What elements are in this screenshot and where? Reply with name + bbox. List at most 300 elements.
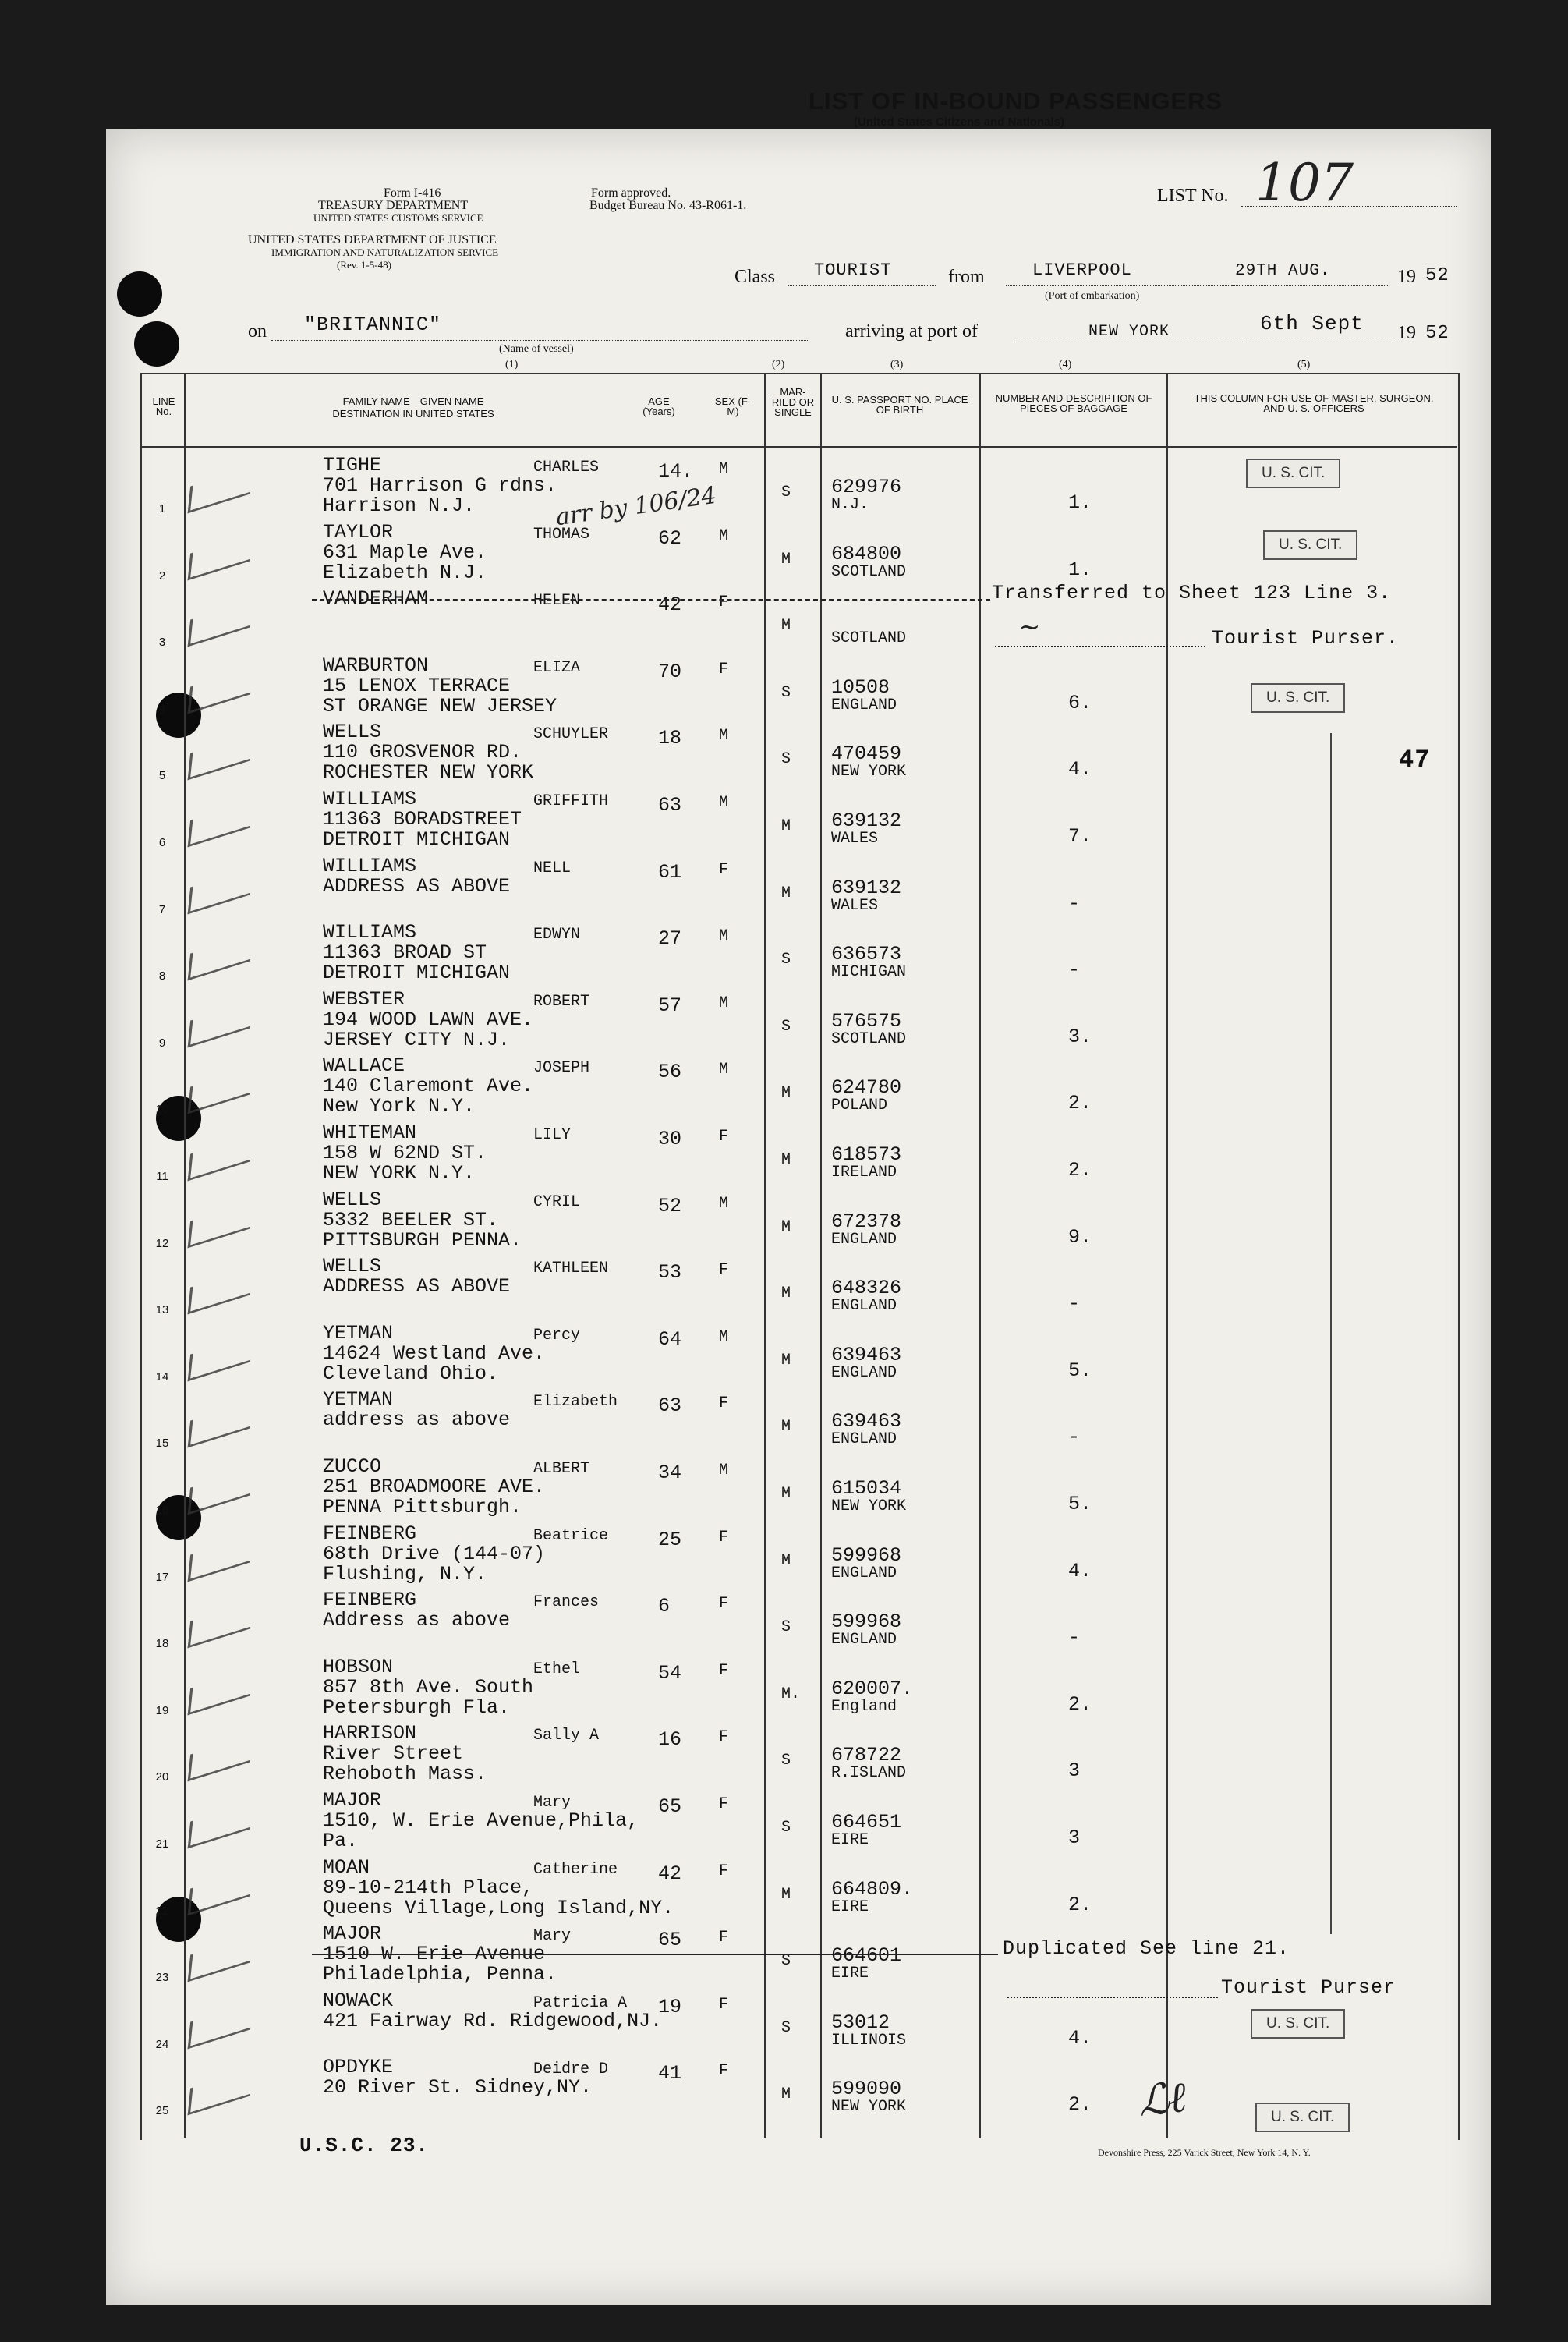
given-name: CHARLES <box>533 459 600 477</box>
footer-usc: U.S.C. 23. <box>299 2134 430 2157</box>
given-name: ALBERT <box>533 1460 590 1478</box>
family-name: WILLIAMS <box>323 921 417 944</box>
given-name: LILY <box>533 1126 572 1144</box>
check-mark <box>188 1201 253 1248</box>
check-mark <box>188 2069 253 2116</box>
address-line-1: address as above <box>323 1408 511 1432</box>
address-line-1: 140 Claremont Ave. <box>323 1075 534 1098</box>
given-name: JOSEPH <box>533 1059 590 1078</box>
marital-status: M <box>781 1351 791 1369</box>
vessel-name: "BRITANNIC" <box>304 314 442 336</box>
line-number: 11 <box>156 1170 168 1183</box>
passport-no: 639463 <box>831 1410 902 1433</box>
passport-no: 618573 <box>831 1143 902 1166</box>
from-year-prefix: 19 <box>1397 267 1416 287</box>
passport-no: 664601 <box>831 1944 902 1968</box>
address-line-1: 1510 W. Erie Avenue <box>323 1943 546 1966</box>
address-line-2: Petersburgh Fla. <box>323 1695 511 1719</box>
marital-status: M <box>781 550 791 569</box>
birthplace: England <box>831 1697 897 1716</box>
table-row <box>140 853 1457 919</box>
table-row <box>140 1855 1457 1921</box>
passport-no: 648326 <box>831 1277 902 1300</box>
revision: (Rev. 1-5-48) <box>337 259 391 271</box>
address-line-2: ROCHESTER NEW YORK <box>323 761 534 785</box>
sex: F <box>719 1661 729 1680</box>
form-title: LIST OF IN-BOUND PASSENGERS <box>809 87 1223 115</box>
address-line-1: 5332 BEELER ST. <box>323 1208 499 1231</box>
given-name: Beatrice <box>533 1526 609 1545</box>
address-line-2: Cleveland Ohio. <box>323 1362 499 1385</box>
vessel-line <box>271 340 808 341</box>
address-line-1: 194 WOOD LAWN AVE. <box>323 1008 534 1031</box>
from-label: from <box>948 267 985 287</box>
table-row <box>140 1720 1457 1787</box>
age: 14. <box>658 460 694 483</box>
baggage-count: 6. <box>1068 691 1092 714</box>
sex: M <box>719 1061 729 1079</box>
address-line-1: ADDRESS AS ABOVE <box>323 874 511 898</box>
address-line-1: 11363 BROAD ST <box>323 941 487 965</box>
col-num-3: (3) <box>890 359 904 370</box>
age: 62 <box>658 526 682 550</box>
table-row <box>140 1788 1457 1854</box>
duplicated-dots <box>1007 1997 1218 1998</box>
passport-no: 53012 <box>831 2011 890 2034</box>
birthplace: ILLINOIS <box>831 2031 907 2050</box>
sex: M <box>719 1194 729 1213</box>
age: 56 <box>658 1061 682 1084</box>
passport-no: 664809. <box>831 1877 914 1901</box>
check-mark <box>188 1668 253 1715</box>
sex: M <box>719 927 729 946</box>
margin-vertical-line <box>1330 733 1332 1934</box>
marital-status: S <box>781 484 791 501</box>
sex: F <box>719 593 729 612</box>
table-row <box>140 1187 1457 1253</box>
duplicated-note-2: Tourist Purser <box>1221 1976 1396 1999</box>
birthplace: ENGLAND <box>831 1230 897 1249</box>
baggage-count: - <box>1068 1292 1081 1316</box>
passport-no: 599968 <box>831 1610 902 1634</box>
sex: M <box>719 460 729 478</box>
marital-status: S <box>781 1017 791 1036</box>
sex: M <box>719 994 729 1012</box>
arrival-port: NEW YORK <box>1088 323 1170 341</box>
check-mark <box>188 2002 253 2049</box>
address-line-1: ADDRESS AS ABOVE <box>323 1275 511 1299</box>
check-mark <box>188 1869 253 1915</box>
address-line-2: Philadelphia, Penna. <box>323 1963 557 1986</box>
table-row <box>140 1454 1457 1520</box>
sex: F <box>719 1929 729 1947</box>
given-name: KATHLEEN <box>533 1260 609 1278</box>
check-mark <box>188 1001 253 1047</box>
family-name: WHITEMAN <box>323 1121 417 1144</box>
port-embarkation-note: (Port of embarkation) <box>1045 290 1140 302</box>
marital-status: M. <box>781 1685 801 1703</box>
marital-status: S <box>781 1952 791 1971</box>
printer-note: Devonshire Press, 225 Varick Street, New York 14, N. Y. <box>1098 2147 1311 2158</box>
passport-no: 672378 <box>831 1210 902 1233</box>
baggage-count: 2. <box>1068 1692 1092 1716</box>
us-cit-stamp: U. S. CIT. <box>1251 683 1345 713</box>
birthplace: SCOTLAND <box>831 562 907 581</box>
form-subtitle: (United States Citizens and Nationals) <box>854 115 1065 129</box>
age: 19 <box>658 1995 682 2018</box>
table-row <box>140 1253 1457 1320</box>
family-name: WILLIAMS <box>323 788 417 810</box>
given-name: GRIFFITH <box>533 792 609 810</box>
list-number: 107 <box>1255 153 1354 213</box>
family-name: HARRISON <box>323 1722 417 1745</box>
marital-status: S <box>781 951 791 969</box>
line-number: 24 <box>155 2037 169 2051</box>
strike-row-3 <box>312 599 990 601</box>
passport-no: 615034 <box>831 1477 902 1500</box>
birthplace: SCOTLAND <box>831 629 907 648</box>
line-number: 9 <box>158 1036 166 1050</box>
marital-status: S <box>781 1752 791 1770</box>
age: 42 <box>658 593 682 617</box>
passport-no: 639132 <box>831 810 902 832</box>
table-row <box>140 919 1457 986</box>
header-officers: THIS COLUMN FOR USE OF MASTER, SURGEON, AND U. S. OFFICERS <box>1194 392 1434 414</box>
passport-no: 624780 <box>831 1076 902 1100</box>
baggage-count: 3. <box>1068 1025 1092 1048</box>
passport-no: 599090 <box>831 2078 902 2101</box>
family-name: MAJOR <box>323 1789 382 1812</box>
baggage-count: 2. <box>1068 1159 1092 1182</box>
check-mark <box>188 667 253 714</box>
age: 64 <box>658 1327 682 1351</box>
address-line-1: 251 BROADMOORE AVE. <box>323 1476 546 1498</box>
family-name: YETMAN <box>323 1321 394 1345</box>
transfer-dots <box>995 646 1205 647</box>
ins-service: IMMIGRATION AND NATURALIZATION SERVICE <box>271 246 499 258</box>
age: 63 <box>658 1394 682 1418</box>
sex: M <box>719 1327 729 1346</box>
family-name: MAJOR <box>323 1922 382 1946</box>
table-row <box>140 1387 1457 1453</box>
count-number: 47 <box>1399 746 1431 774</box>
birthplace: IRELAND <box>831 1164 897 1182</box>
line-number: 4 <box>158 702 166 716</box>
family-name: TIGHE <box>323 454 382 477</box>
family-name: TAYLOR <box>323 520 394 544</box>
family-name: WALLACE <box>323 1054 405 1078</box>
baggage-count: 4. <box>1068 1559 1092 1582</box>
line-number: 25 <box>155 2104 169 2118</box>
baggage-count: 3 <box>1068 1759 1081 1783</box>
marital-status: M <box>781 2085 791 2104</box>
marital-status: M <box>781 1551 791 1570</box>
us-cit-stamp: U. S. CIT. <box>1263 530 1357 560</box>
passport-no: 664651 <box>831 1811 902 1834</box>
passport-no: 639132 <box>831 876 902 899</box>
birthplace: R.ISLAND <box>831 1764 907 1783</box>
baggage-count: 2. <box>1068 1893 1092 1916</box>
age: 18 <box>658 727 682 750</box>
birthplace: EIRE <box>831 1965 869 1983</box>
marital-status: S <box>781 1819 791 1837</box>
birthplace: WALES <box>831 896 879 915</box>
address-line-2: Queens Village,Long Island,NY. <box>323 1896 674 1919</box>
sex: F <box>719 1795 729 1813</box>
address-line-2: Flushing, N.Y. <box>323 1562 487 1586</box>
age: 65 <box>658 1795 682 1818</box>
baggage-count: 3 <box>1068 1826 1081 1849</box>
sex: M <box>719 794 729 812</box>
header-sex: SEX (F-M) <box>714 395 752 417</box>
line-number: 5 <box>158 769 166 783</box>
birthplace: MICHIGAN <box>831 963 907 982</box>
family-name: FEINBERG <box>323 1589 417 1612</box>
table-row <box>140 1654 1457 1720</box>
sex: F <box>719 1595 729 1614</box>
age: 63 <box>658 794 682 817</box>
given-name: Frances <box>533 1593 600 1612</box>
baggage-count: 1. <box>1068 491 1092 514</box>
address-line-1: 110 GROSVENOR RD. <box>323 741 522 764</box>
address-line-1: 11363 BORADSTREET <box>323 808 522 831</box>
address-line-2: Rehoboth Mass. <box>323 1763 487 1786</box>
given-name: EDWYN <box>533 926 581 944</box>
given-name: Mary <box>533 1794 572 1812</box>
list-no-label: LIST No. <box>1157 186 1229 206</box>
header-married: MAR- RIED OR SINGLE <box>771 386 815 418</box>
address-line-1: 68th Drive (144-07) <box>323 1542 546 1565</box>
address-line-2: New York N.Y. <box>323 1095 476 1118</box>
class-value: TOURIST <box>814 260 892 280</box>
line-number: 16 <box>155 1504 169 1517</box>
address-line-1: 421 Fairway Rd. Ridgewood,NJ. <box>323 2009 663 2032</box>
table-row <box>140 1320 1457 1387</box>
baggage-count: 1. <box>1068 558 1092 581</box>
baggage-count: 7. <box>1068 825 1092 848</box>
passport-no: 678722 <box>831 1744 902 1767</box>
passport-no: 599968 <box>831 1543 902 1567</box>
header-family-name: FAMILY NAME—GIVEN NAME <box>342 395 484 407</box>
family-name: YETMAN <box>323 1388 394 1412</box>
given-name: ROBERT <box>533 992 590 1011</box>
class-line <box>788 285 936 286</box>
marital-status: S <box>781 2018 791 2037</box>
address-line-1: 158 W 62ND ST. <box>323 1142 487 1164</box>
line-number: 21 <box>155 1837 169 1851</box>
col-num-2: (2) <box>772 359 785 370</box>
table-row <box>140 1053 1457 1119</box>
marital-status: M <box>781 1284 791 1303</box>
address-line-2: Harrison N.J. <box>323 494 476 517</box>
birthplace: ENGLAND <box>831 1564 897 1582</box>
check-mark <box>188 934 253 981</box>
line-number: 20 <box>155 1770 169 1784</box>
table-row <box>140 1521 1457 1587</box>
line-number: 2 <box>158 569 166 583</box>
family-name: FEINBERG <box>323 1522 417 1545</box>
sex: F <box>719 1728 729 1747</box>
address-line-1: River Street <box>323 1742 464 1766</box>
form-approved: Form approved. <box>591 186 671 200</box>
age: 6 <box>658 1595 671 1618</box>
us-cit-stamp: U. S. CIT. <box>1255 2103 1350 2132</box>
from-date-line <box>1232 285 1388 286</box>
passport-no: 636573 <box>831 943 902 966</box>
age: 54 <box>658 1661 682 1685</box>
given-name: Elizabeth <box>533 1393 618 1412</box>
line-number: 10 <box>155 1103 169 1117</box>
baggage-count: 2. <box>1068 2093 1092 2117</box>
address-line-1: 14624 Westland Ave. <box>323 1341 546 1365</box>
given-name: Mary <box>533 1927 572 1946</box>
sex: F <box>719 660 729 679</box>
birthplace: NEW YORK <box>831 763 907 781</box>
check-mark <box>188 1401 253 1448</box>
baggage-count: - <box>1068 1426 1081 1449</box>
sex: F <box>719 860 729 879</box>
customs-service: UNITED STATES CUSTOMS SERVICE <box>313 212 483 224</box>
line-number: 18 <box>155 1637 169 1651</box>
family-name: WELLS <box>323 721 382 744</box>
age: 41 <box>658 2062 682 2085</box>
strike-row-23 <box>312 1954 998 1955</box>
baggage-count: 2. <box>1068 1092 1092 1115</box>
address-line-2: Pa. <box>323 1830 359 1852</box>
given-name: Sally A <box>533 1727 600 1745</box>
col-num-1: (1) <box>505 359 519 370</box>
check-mark <box>188 867 253 914</box>
table-row <box>140 1120 1457 1186</box>
age: 61 <box>658 860 682 884</box>
baggage-count: - <box>1068 1626 1081 1649</box>
sex: F <box>719 2062 729 2081</box>
age: 30 <box>658 1128 682 1150</box>
address-line-1: Address as above <box>323 1609 511 1632</box>
address-line-1: 701 Harrison G rdns. <box>323 474 557 497</box>
line-number: 22 <box>155 1904 169 1918</box>
birthplace: ENGLAND <box>831 1363 897 1382</box>
address-line-1: 89-10-214th Place, <box>323 1876 534 1899</box>
age: 53 <box>658 1261 682 1284</box>
header-line-no: LINE No. <box>152 395 175 417</box>
from-year: 52 <box>1425 265 1449 286</box>
transfer-note-2: Tourist Purser. <box>1212 627 1400 650</box>
family-name: WELLS <box>323 1255 382 1278</box>
vessel-note: (Name of vessel) <box>499 343 574 355</box>
line-number: 23 <box>155 1971 169 1985</box>
check-mark <box>188 1334 253 1381</box>
age: 57 <box>658 994 682 1017</box>
age: 34 <box>658 1462 682 1484</box>
marital-status: M <box>781 1885 791 1904</box>
header-destination: DESTINATION IN UNITED STATES <box>332 408 494 420</box>
birthplace: NEW YORK <box>831 1497 907 1515</box>
check-mark <box>188 467 253 514</box>
line-number: 8 <box>158 969 166 983</box>
sex: F <box>719 1128 729 1146</box>
family-name: HOBSON <box>323 1655 394 1678</box>
budget-bureau: Budget Bureau No. 43-R061-1. <box>589 199 747 212</box>
passport-no: 576575 <box>831 1009 902 1033</box>
us-cit-stamp: U. S. CIT. <box>1251 2009 1345 2039</box>
check-mark <box>188 1602 253 1649</box>
table-row <box>140 719 1457 785</box>
passport-no: 629976 <box>831 476 902 498</box>
birthplace: EIRE <box>831 1831 869 1849</box>
age: 42 <box>658 1862 682 1885</box>
binder-hole <box>117 271 162 317</box>
line-number: 7 <box>158 902 166 916</box>
birthplace: ENGLAND <box>831 696 897 714</box>
binder-hole <box>134 321 179 367</box>
address-line-2: PENNA Pittsburgh. <box>323 1496 522 1518</box>
sex: M <box>719 727 729 746</box>
given-name: ELIZA <box>533 658 581 677</box>
marital-status: S <box>781 683 791 702</box>
address-line-2: JERSEY CITY N.J. <box>323 1028 511 1051</box>
marital-status: M <box>781 1151 791 1169</box>
sex: F <box>719 1995 729 2014</box>
check-mark <box>188 1068 253 1114</box>
class-label: Class <box>734 267 776 287</box>
line-number: 13 <box>155 1303 169 1317</box>
marital-status: S <box>781 750 791 769</box>
arrival-year: 52 <box>1425 323 1449 344</box>
birthplace: WALES <box>831 830 879 848</box>
purser-signature: ~ <box>1018 611 1041 643</box>
given-name: Deidre D <box>533 2060 609 2079</box>
given-name: CYRIL <box>533 1192 581 1211</box>
sex: M <box>719 526 729 545</box>
address-line-1: 20 River St. Sidney,NY. <box>323 2076 593 2099</box>
officer-signature: ℒℓ <box>1135 2071 1189 2127</box>
passport-no: 684800 <box>831 542 902 565</box>
col-num-4: (4) <box>1059 359 1072 370</box>
table-row <box>140 1587 1457 1653</box>
line-number: 19 <box>155 1703 169 1717</box>
family-name: WILLIAMS <box>323 854 417 877</box>
line-number: 15 <box>155 1437 169 1451</box>
arriving-label: arriving at port of <box>845 321 978 342</box>
family-name: WEBSTER <box>323 987 405 1011</box>
address-line-2: DETROIT MICHIGAN <box>323 828 511 851</box>
address-line-1: 1510, W. Erie Avenue,Phila, <box>323 1809 639 1832</box>
transfer-note-1: Transferred to Sheet 123 Line 3. <box>992 582 1392 604</box>
table-row <box>140 519 1457 586</box>
header-baggage: NUMBER AND DESCRIPTION OF PIECES OF BAGGAGE <box>995 392 1152 414</box>
check-mark <box>188 601 253 647</box>
baggage-count: - <box>1068 958 1081 982</box>
embarkation-date: 29TH AUG. <box>1235 262 1331 280</box>
header-passport: U. S. PASSPORT NO. PLACE OF BIRTH <box>831 394 968 416</box>
birthplace: NEW YORK <box>831 2098 907 2117</box>
sex: F <box>719 1862 729 1880</box>
handwritten-note: arr by 106/24 <box>554 481 718 532</box>
given-name: Patricia A <box>533 1993 628 2012</box>
family-name: ZUCCO <box>323 1455 382 1478</box>
address-line-1: 857 8th Ave. South <box>323 1675 534 1699</box>
marital-status: M <box>781 884 791 902</box>
family-name: WARBURTON <box>323 654 429 677</box>
birthplace: POLAND <box>831 1097 888 1115</box>
passport-no: 10508 <box>831 675 890 699</box>
sex: F <box>719 1528 729 1547</box>
arrival-date: 6th Sept <box>1260 312 1364 335</box>
check-mark <box>188 1268 253 1315</box>
marital-status: S <box>781 1618 791 1637</box>
birthplace: ENGLAND <box>831 1631 897 1649</box>
